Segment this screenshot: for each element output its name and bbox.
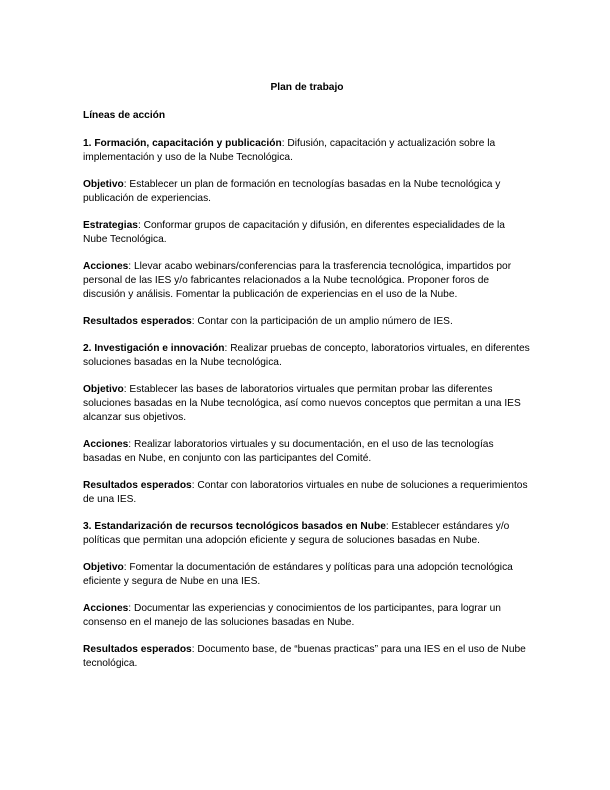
paragraph-label: Resultados esperados xyxy=(83,480,192,491)
paragraph-text: : Establecer un plan de formación en tecnologías basadas en la Nube tecnológica y publicación de experiencias. xyxy=(83,179,501,204)
document-body xyxy=(83,81,531,684)
paragraph-label: Objetivo xyxy=(83,384,124,395)
paragraph-label: Estrategias xyxy=(83,220,138,231)
document-title: Plan de trabajo xyxy=(270,82,344,93)
paragraph-label: Acciones xyxy=(83,603,129,614)
paragraph-text: : Contar con laboratorios virtuales en nube de soluciones a requerimientos de una IES. xyxy=(83,480,528,505)
paragraph-text: : Documento base, de “buenas practicas” para una IES en el uso de Nube tecnológica. xyxy=(83,644,526,669)
paragraph-label: Objetivo xyxy=(83,179,124,190)
paragraph-investigacion xyxy=(83,342,531,370)
paragraph-objetivo-1 xyxy=(83,178,531,206)
paragraph-resultados-2 xyxy=(83,479,531,507)
section-heading: Líneas de acción xyxy=(83,110,166,121)
paragraph-label: Objetivo xyxy=(83,562,124,573)
paragraph-text: : Difusión, capacitación y actualización sobre la implementación y uso de la Nube Tecnológica. xyxy=(83,138,496,163)
paragraph-text: : Establecer estándares y/o políticas que permitan una adopción eficiente y segura de soluciones basadas en Nube. xyxy=(83,521,510,546)
paragraph-label: 2. Investigación e innovación xyxy=(83,343,225,354)
paragraph-label: 1. Formación, capacitación y publicación xyxy=(83,138,282,149)
paragraph-label: 3. Estandarización de recursos tecnológicos basados en Nube xyxy=(83,521,386,532)
paragraph-label: Acciones xyxy=(83,439,129,450)
paragraph-text: : Documentar las experiencias y conocimientos de los participantes, para lograr un consenso en el manejo de las soluciones basadas en Nube. xyxy=(83,603,501,628)
paragraph-label: Acciones xyxy=(83,261,129,272)
paragraph-acciones-2 xyxy=(83,438,531,466)
paragraph-acciones-3 xyxy=(83,602,531,630)
paragraph-text: : Realizar laboratorios virtuales y su documentación, en el uso de las tecnologías basadas en Nube, en conjunto con las participantes del Comité. xyxy=(83,439,494,464)
paragraph-resultados-1 xyxy=(83,315,531,329)
paragraph-text: : Llevar acabo webinars/conferencias para la trasferencia tecnológica, impartidos por personal de las IES y/o fabricantes relacionados a la Nube tecnológica. Proponer foros de discusión y análisis. Fomentar la publicación de experiencias en el uso de la Nube. xyxy=(83,261,512,300)
paragraph-label: Resultados esperados xyxy=(83,644,192,655)
paragraph-resultados-3 xyxy=(83,643,531,671)
paragraph-text: : Establecer las bases de laboratorios virtuales que permitan probar las diferentes soluciones basadas en la Nube tecnológica, así como nuevos conceptos que permitan a una IES alcanzar sus objetivos. xyxy=(83,384,521,423)
paragraph-objetivo-2 xyxy=(83,383,531,425)
paragraph-label: Resultados esperados xyxy=(83,316,192,327)
paragraph-text: : Contar con la participación de un amplio número de IES. xyxy=(191,316,453,327)
paragraph-estrategias-1 xyxy=(83,219,531,247)
paragraph-objetivo-3 xyxy=(83,561,531,589)
paragraph-formacion xyxy=(83,137,531,165)
paragraph-estandarizacion xyxy=(83,520,531,548)
paragraph-text: : Realizar pruebas de concepto, laboratorios virtuales, en diferentes soluciones basadas en la Nube tecnológica. xyxy=(83,343,530,368)
paragraph-acciones-1 xyxy=(83,260,531,302)
paragraph-text: : Fomentar la documentación de estándares y políticas para una adopción tecnológica eficiente y segura de Nube en una IES. xyxy=(83,562,513,587)
paragraph-text: : Conformar grupos de capacitación y difusión, en diferentes especialidades de la Nube Tecnológica. xyxy=(83,220,505,245)
